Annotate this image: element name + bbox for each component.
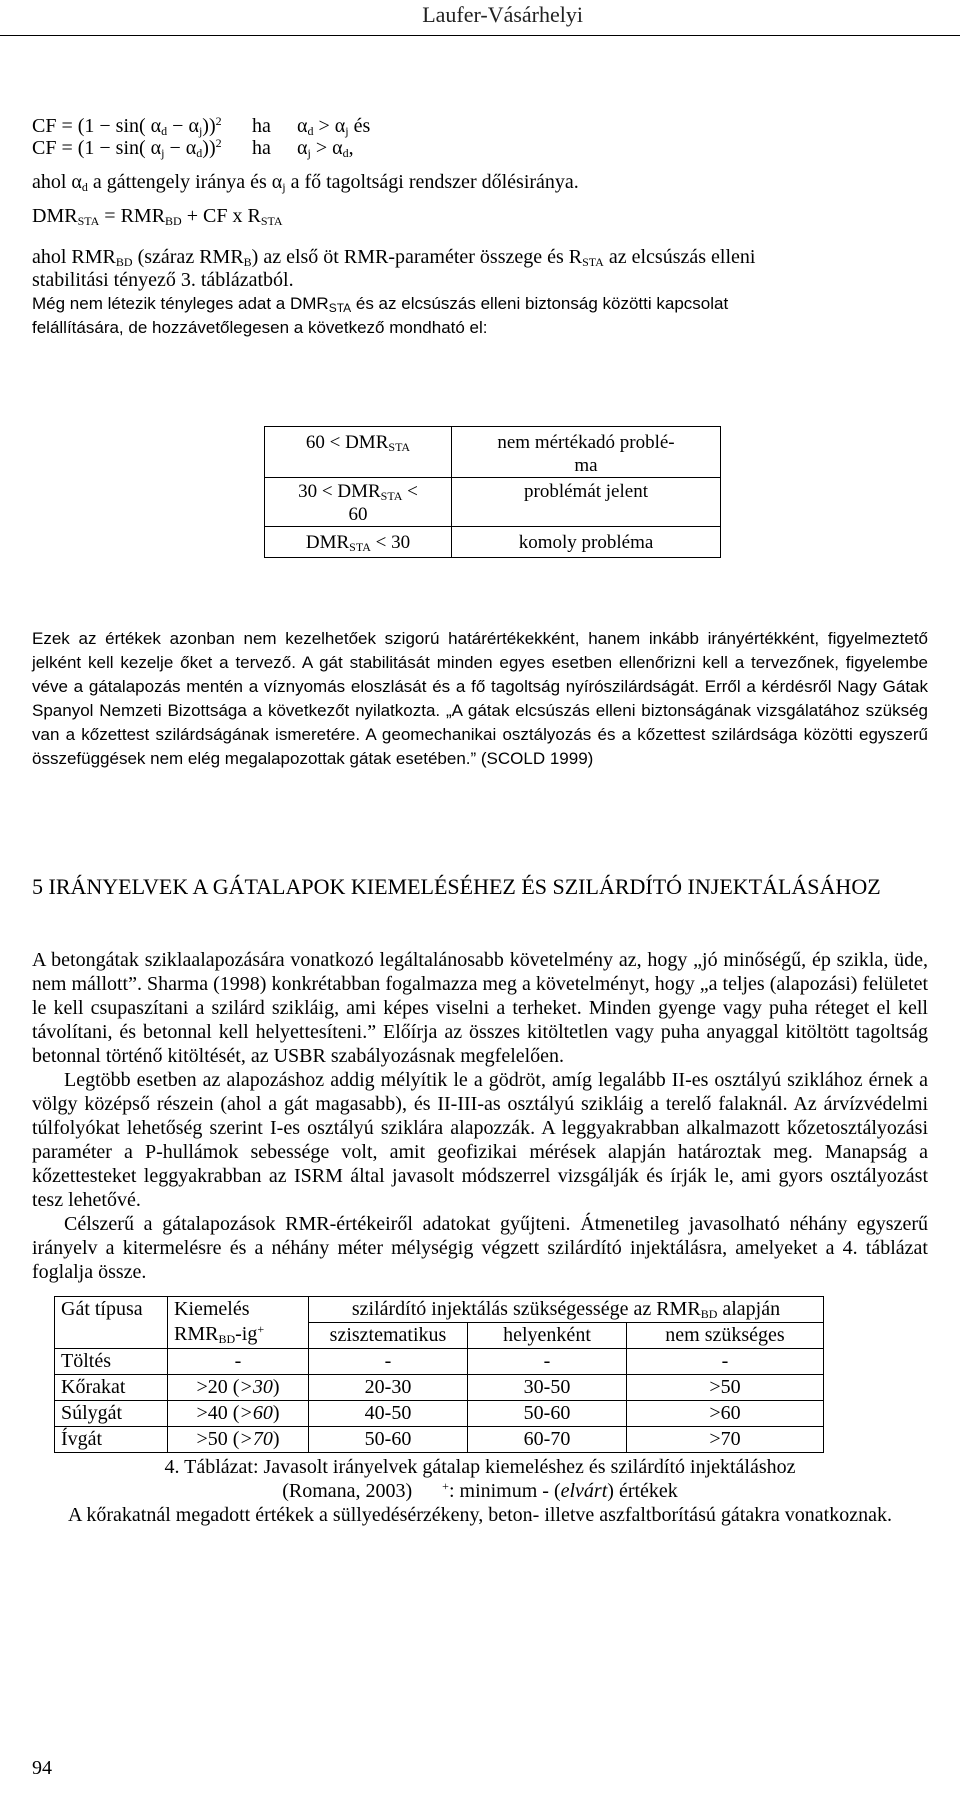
dmr-r2c2: problémát jelent <box>524 481 648 502</box>
table-caption-1: 4. Táblázat: Javasolt irányelvek gátalap kiemeléshez és szilárdító injektáláshoz <box>164 1456 796 1478</box>
dmr-cell <box>265 478 452 527</box>
h-inj-a: szilárdító injektálás szükségessége az RMR <box>351 1298 701 1320</box>
cf2-end: )) <box>202 137 216 159</box>
paragraph-values-warning: Ezek az értékek azonban nem kezelhetőek szigorú határértékekként, hanem inkább irányértékként, figyelmeztető jelként kell kezelje őket a tervező. A gát stabilitását minden egyes esetben ellenőrizni kell a tervezőnek, figyelembe véve a gátalapozás mentén a víznyomás eloszlását és a fő tagoltság nyírószilárdságát. Erről a kérdésről Nagy Gátak Spanyol Nemzeti Bizottsága a következőt nyilatkozta. „A gátak elcsúszás elleni biztonságának vizsgálatához szükség van a kőzettest szilárdságának ismeretére. A geomechanikai osztályozás és a kőzettest szilárdsága közötti egyszerű összefüggések nem elég megalapozottak gátak esetében.” (SCOLD 1999) <box>32 629 928 768</box>
cf1-cond-sub-j: j <box>345 124 349 138</box>
ahol2-s1: BD <box>115 255 133 269</box>
row-type: Súlygát <box>55 1401 168 1427</box>
row-kiem <box>168 1427 309 1453</box>
cap2-b: : minimum - ( <box>448 1480 561 1502</box>
r2-kiem-end: ) <box>272 1402 280 1424</box>
ahol2-t2: (száraz RMR <box>132 246 244 268</box>
r3-kiem-i: >70 <box>239 1428 273 1450</box>
dmr-r3s: STA <box>349 540 371 554</box>
header-type <box>55 1297 168 1349</box>
dmr-s1: STA <box>77 214 100 228</box>
ahol2-t4: az elcsúszás elleni <box>603 246 756 268</box>
r2-kiem-i: >60 <box>239 1402 273 1424</box>
cf2-cond-sub-d: d <box>342 146 349 160</box>
cf1-end: )) <box>202 115 216 137</box>
header-sys: szisztematikus <box>309 1323 468 1349</box>
header-kiemeles <box>168 1297 309 1349</box>
row-kiem <box>168 1401 309 1427</box>
cf1-cond-sub-d: d <box>307 124 314 138</box>
cf2-mid: − α <box>164 137 197 159</box>
ahol2-s3: STA <box>582 255 604 269</box>
sans-s1: STA <box>328 301 352 315</box>
header-title: Laufer-Vásárhelyi <box>422 2 583 27</box>
dmr-t2: = RMR <box>99 205 166 227</box>
paragraph-excavation: Legtöbb esetben az alapozáshoz addig mélyítik le a gödröt, amíg legalább II-es osztályú sziklához érnek a völgy középső részein (ahol a gát magasabb), és II-III-as osztályú szikláig a terelő falaknál. Az árvízvédelmi túlfolyókat lehetőség szerint I-es osztályú sziklára alapozzák. A leggyakrabban alkalmazott kőzetosztályozási paraméter a P-hullámok sebessége volt, amit geofizikai mérések alapján határoztak meg. Manapság a kőzettesteket leggyakrabban az ISRM által javasolt módszerrel vizsgálják és írják le, ami gyors osztályozást tesz lehetővé. <box>32 1069 928 1211</box>
h-inj-b: alapján <box>717 1298 781 1320</box>
r3-kiem-end: ) <box>272 1428 280 1450</box>
row-type: Kőrakat <box>55 1375 168 1401</box>
row-type: Ívgát <box>55 1427 168 1453</box>
table-caption-2 <box>32 1479 928 1503</box>
dmr-cell <box>452 527 721 558</box>
row-sys: 40-50 <box>309 1401 468 1427</box>
cf2-ha: ha <box>252 137 271 159</box>
r1-kiem-i: >30 <box>239 1376 273 1398</box>
table-row <box>55 1349 824 1375</box>
ahol1-t1: ahol α <box>32 171 82 193</box>
sans-t1: Még nem létezik tényleges adat a DMR <box>32 294 329 313</box>
cf1-cond-tail: és <box>348 115 371 137</box>
row-none: >60 <box>627 1401 824 1427</box>
row-loc: - <box>468 1349 627 1375</box>
h-inj-sub: BD <box>700 1307 718 1321</box>
h-kiem-b: RMR <box>174 1323 219 1345</box>
dmr-cell <box>452 427 721 478</box>
page-number: 94 <box>32 1757 52 1779</box>
ahol1-t2: a gáttengely iránya és α <box>87 171 283 193</box>
dmr-r2c1: 30 < DMR <box>298 481 381 502</box>
cf2-cond-sub-j: j <box>307 146 311 160</box>
ahol-rmr-line-2: stabilitási tényező 3. táblázatból. <box>32 269 294 291</box>
table-row <box>265 478 721 527</box>
paragraph-guidelines: Célszerű a gátalapozások RMR-értékeiről adatokat gyűjteni. Átmenetileg javasolható néhány egyszerű irányelv a kitermelésre és a néhány méter mélységig végzett szilárdító injektálásra, amelyeket a 4. táblázat foglalja össze. <box>32 1213 928 1283</box>
row-type: Töltés <box>55 1349 168 1375</box>
row-sys: - <box>309 1349 468 1375</box>
cf1-exp: 2 <box>215 114 222 128</box>
h-kiem-a: Kiemelés <box>174 1298 250 1320</box>
dmr-threshold-table <box>264 426 721 558</box>
dmr-cell <box>265 427 452 478</box>
cap2-a: (Romana, 2003) <box>282 1480 413 1502</box>
table-row <box>55 1375 824 1401</box>
h-type: Gát típusa <box>61 1298 143 1320</box>
dmr-r3c2: komoly probléma <box>518 532 654 553</box>
cf1-cond-alpha: α <box>297 115 308 137</box>
dmr-s2: BD <box>165 214 182 228</box>
cf-formula-2 <box>32 136 354 160</box>
row-sys: 50-60 <box>309 1427 468 1453</box>
row-loc: 50-60 <box>468 1401 627 1427</box>
table-row <box>265 427 721 478</box>
page-header <box>0 0 960 40</box>
cap2-c: ) értékek <box>607 1480 678 1502</box>
section-heading: 5 IRÁNYELVEK A GÁTALAPOK KIEMELÉSÉHEZ ÉS SZILÁRDÍTÓ INJEKTÁLÁSÁHOZ <box>32 874 881 899</box>
r3-kiem: >50 ( <box>196 1428 240 1450</box>
cf-formula-1 <box>32 114 371 138</box>
dmr-cell <box>265 527 452 558</box>
cf2-sub-j: j <box>161 146 165 160</box>
h-kiem-sub: BD <box>218 1332 236 1346</box>
cf1-cond-gt: > α <box>313 115 346 137</box>
ahol1-sub-j: j <box>282 180 286 194</box>
dmr-s3: STA <box>260 214 283 228</box>
sans-para-line-2: felállítására, de hozzávetőlegesen a következő mondható el: <box>32 318 488 337</box>
ahol2-t1: ahol RMR <box>32 246 116 268</box>
cf2-cond-gt: > α <box>310 137 343 159</box>
dmr-r2s: STA <box>380 489 403 503</box>
dmr-r3c1t: < 30 <box>370 532 411 553</box>
dmr-t1: DMR <box>32 205 78 227</box>
ahol1-t3: a fő tagoltsági rendszer dőlésiránya. <box>285 171 579 193</box>
row-loc: 60-70 <box>468 1427 627 1453</box>
r0-kiem: - <box>234 1350 242 1372</box>
row-kiem <box>168 1349 309 1375</box>
cf2-sub-d: d <box>196 146 203 160</box>
cf1-ha: ha <box>252 115 271 137</box>
table-caption-3: A kőrakatnál megadott értékek a süllyedésérzékeny, beton- illetve aszfaltborítású gátakra vonatkoznak. <box>68 1504 892 1526</box>
cf1-left: CF = (1 − sin( α <box>32 115 162 137</box>
ahol-alpha-line <box>32 171 579 193</box>
row-none: >70 <box>627 1427 824 1453</box>
dmr-t3: + CF x R <box>181 205 261 227</box>
row-kiem <box>168 1375 309 1401</box>
cf2-exp: 2 <box>215 136 222 150</box>
header-none: nem szükséges <box>627 1323 824 1349</box>
dmr-cell <box>452 478 721 527</box>
cf1-sub-d: d <box>161 124 168 138</box>
row-none: - <box>627 1349 824 1375</box>
row-sys: 20-30 <box>309 1375 468 1401</box>
dmr-formula <box>32 205 283 227</box>
paragraph-requirements: A betongátak sziklaalapozására vonatkozó legáltalánosabb követelmény az, hogy „jó minőségű, ép szikla, üde, nem mállott”. Sharma (1998) konkrétabban fogalmazza meg a követelményt, hogy „a teljes (alapozási) felületet le kell csupaszítani a szilárd szikláig, ami képes viselni a terheket. Minden gyenge vagy puha réteget el kell távolítani, és betonnal kell helyettesíteni.” Előírja az összes kitöltetlen vagy puha anyaggal kitöltött tagoltság betonnal történő kitöltését, az USBR szabályozásnak megfelelően. <box>32 949 928 1067</box>
cf1-condition <box>297 115 370 137</box>
header-rule <box>0 35 960 36</box>
ahol1-sub-d: d <box>81 180 88 194</box>
cf2-cond-tail: , <box>348 137 354 159</box>
table-row <box>265 527 721 558</box>
dmr-r1c1: 60 < DMR <box>305 432 389 453</box>
dmr-r1c2b: ma <box>574 455 598 476</box>
cf1-sub-j: j <box>198 124 203 138</box>
sans-t2: és az elcsúszás elleni biztonság közötti kapcsolat <box>351 294 729 313</box>
dmr-r2c1b: 60 <box>348 504 368 525</box>
h-kiem-sup: + <box>257 1322 265 1336</box>
r2-kiem: >40 ( <box>196 1402 240 1424</box>
table-row <box>55 1401 824 1427</box>
table-row <box>55 1427 824 1453</box>
row-none: >50 <box>627 1375 824 1401</box>
r1-kiem-end: ) <box>272 1376 280 1398</box>
cap2-i: elvárt <box>560 1480 608 1502</box>
row-loc: 30-50 <box>468 1375 627 1401</box>
header-injektalas <box>309 1297 824 1323</box>
cf1-mid: − α <box>167 115 199 137</box>
ahol2-s2: B <box>243 255 252 269</box>
ahol-rmr-line <box>32 246 755 268</box>
cf2-left: CF = (1 − sin( α <box>32 137 162 159</box>
header-loc: helyenként <box>468 1323 627 1349</box>
excavation-table <box>54 1296 824 1453</box>
cap2-sup: + <box>442 1479 449 1493</box>
cf2-condition <box>297 137 354 159</box>
dmr-r2c1t: < <box>402 481 418 502</box>
dmr-r1c2a: nem mértékadó problé- <box>497 432 675 453</box>
h-kiem-c: -ig <box>235 1323 258 1345</box>
table-row <box>55 1297 824 1323</box>
ahol2-t3: ) az első öt RMR-paraméter összege és R <box>251 246 583 268</box>
sans-para-line-1 <box>32 293 728 314</box>
cf2-cond-alpha: α <box>297 137 308 159</box>
dmr-r1s: STA <box>388 440 411 454</box>
r1-kiem: >20 ( <box>196 1376 240 1398</box>
dmr-r3c1: DMR <box>305 532 350 553</box>
